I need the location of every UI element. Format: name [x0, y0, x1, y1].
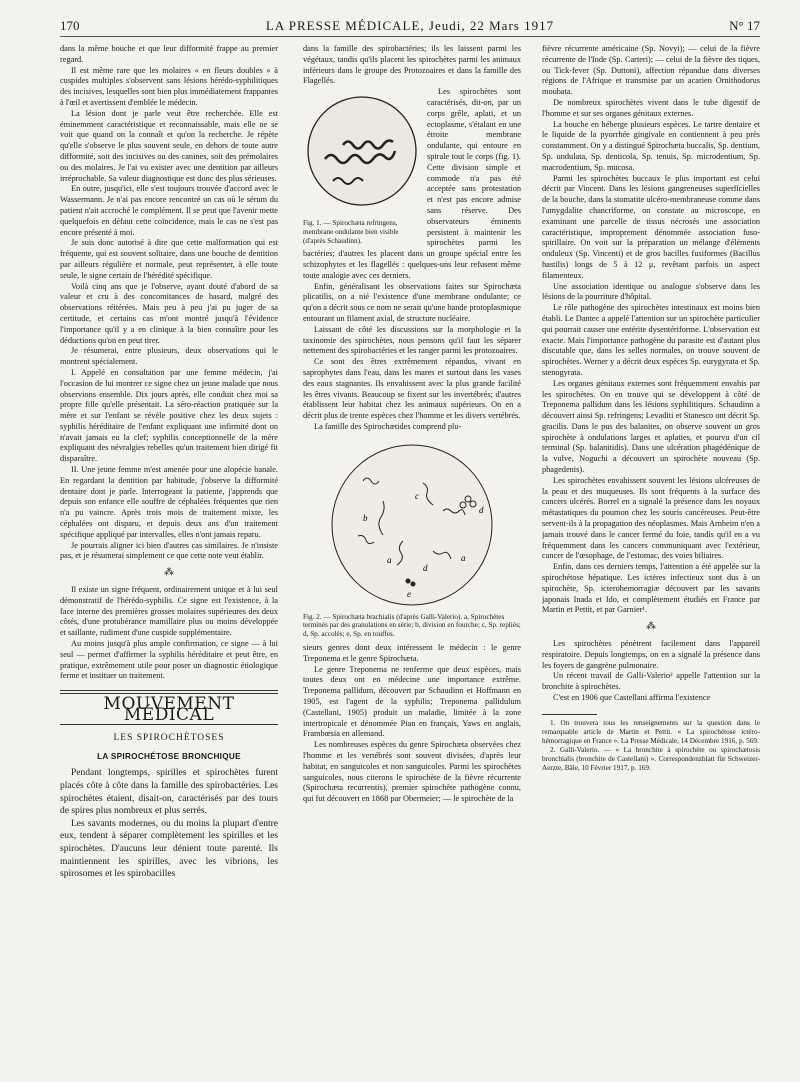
paragraph: II. Une jeune femme m'est amenée pour une alopécie banale. En regardant la dentition par habitude, j'observe la difformité dentaire dont je parle. Interrogeant la patiente, j'apprends que depuis son enfance elle souffre de céphalées fréquentes que rien n'a pu vaincre. Après trois mois de traitement mixte, les céphalées ont disparu, et depuis deux ans d'un traitement spécifique appliqué par intervalles, elles n'ont jamais reparu. [60, 465, 278, 539]
footnote: 1. On trouvera tous les renseignements sur la question dans le remarquable article de Martin et Pettit. « La spirochétose ictéro-hémorragique en France ». La Presse Médicale, 14 Décembre 1916, p. 569. [542, 718, 760, 745]
paragraph: Le rôle pathogène des spirochètes intestinaux est moins bien établi. Le Dantec a appelé l'attention sur un spirochète particulier qui pourrait causer une entérite dysentériforme. L'observation est exacte. Mais l'importance pathogène du parasite est d'autant plus discutable que, dans les selles normales, on trouve souvent de spirochètes. Werner y a décrit deux espèces Sp. eurygyrata et Sp. stenogyrata. [542, 303, 760, 377]
column-2 [303, 44, 521, 1054]
figure-1-image [303, 89, 421, 217]
paragraph: Enfin, dans ces derniers temps, l'attention a été appelée sur la spirochétose hépatique. Les ictères infectieux sont dus à un spirochète, Sp. icterohemorragiæ découvert par les savants japonais Inada et Ido, et complètement étudiés en France par Martin et Pettit, et par Garnier¹. [542, 562, 760, 615]
paragraph: Les organes génitaux externes sont fréquemment envahis par les spirochètes. On en trouve qui se développent à côté de Treponema pallidum dans les lésions syphilitiques. Schaudinn a découvert ainsi Sp. refringens; Levaditi et Stanesco ont décrit Sp. gracilis. Dans le pus des balanites, on observe souvent un gros spirochète à ondulations larges et aplaties, et pourvu d'un cil terminal (Sp. balanitidis). Dans une ulcération phagédénique de la vulve, Noguchi a découvert un spirochète nouveau (Sp. phagedenis). [542, 378, 760, 475]
paragraph: De nombreux spirochètes vivent dans le tube digestif de l'homme et sur ses organes génitaux externes. [542, 97, 760, 118]
paragraph: La bouche en héberge plusieurs espèces. Le tartre dentaire et le liquide de la pyorrhée gingivale en contiennent à peu près constamment. On y a distingué Spirochæta buccalis, Sp. dentium, Sp. undulata, Sp. denticola, Sp. tenuis, Sp. microdentium, Sp. macrodentium, Sp. mucosa. [542, 119, 760, 172]
paragraph: Les spirochètes sont caractérisés, dit-on, par un corps grêle, aplati, et un ectoplasme, s'étalant en une étroite membrane ondulante, qui entoure en spirale tout le corps (fig. 1). Cette division simple et commode n'a pas été acceptée sans protestation et n'est pas encore admise sans réserve. Des observateurs éminents persistent à maintenir les spirochètes parmi les bactéries; d'autres les placent dans un groupe spécial entre les schizophytes et les flagellés : quelques-uns leur refusent même toute analogie avec ces derniers. [303, 87, 521, 280]
paragraph: dans la famille des spirobactéries; ils les laissent parmi les végétaux, tandis qu'ils placent les spirochètes parmi les animaux inférieurs dans le groupe des Protozoaires et dans la famille des Flagellés. [303, 44, 521, 86]
paragraph: Une association identique ou analogue s'observe dans les lésions de la pourriture d'hôpital. [542, 281, 760, 302]
paragraph: Il existe un signe fréquent, ordinairement unique et à lui seul démonstratif de l'hérédo-syphilis. Ce signe est l'existence, à la face interne des premières grosses molaires supérieures des deux côtés, d'une protubérance mamillaire plus ou moins développée et saillante, rudiment d'une cuspide supplémentaire. [60, 585, 278, 638]
paragraph: Je pourrais aligner ici bien d'autres cas similaires. Je n'insiste pas, et je résumerai simplement ce que cette note veut établir. [60, 540, 278, 561]
paragraph: Les nombreuses espèces du genre Spirochæta observées chez l'homme et les vertébrés sont souvent divisées, d'après leur habitat, en sanguicoles et non sanguicoles. Parmi les spirochètes sanguicoles, nous citerons le spirochète de la fièvre récurrente (Spirochæta recurrentis), premier spirochète pathogène connu, qui fut découvert en 1868 par Obermeier; — le spirochète de la [303, 740, 521, 804]
paragraph: dans la même bouche et que leur difformité frappe au premier regard. [60, 44, 278, 64]
figure-2-label: e [407, 588, 411, 599]
figure-2-label: d [423, 562, 428, 573]
paragraph: Ce sont des êtres extrêmement répandus, vivant en saprophytes dans l'eau, dans les mares et surtout dans les vases des eaux stagnantes. Ils envahissent avec la plus grande facilité les êtres vivants. Beaucoup se fixent sur les invertébrés; d'autres établissent leur habitat chez les animaux supérieurs. On en a décrit plus de trente espèces chez l'homme et les divers vertébrés. [303, 357, 521, 421]
paragraph: Un récent travail de Galli-Valerio² appelle l'attention sur la bronchite à spirochètes. [542, 671, 760, 692]
paragraph: fièvre récurrente américaine (Sp. Novyi); — celui de la fièvre récurrente de l'Inde (Sp. Carteri); — celui de la fièvre des tiques, ou Tick-fever (Sp. Duttoni), affection répandue dans diverses régions de l'Afrique et transmise par un acarien Ornithodorus moubata. [542, 44, 760, 97]
paragraph: Laissant de côté les discussions sur la morphologie et la taxinomie des spirochètes, nous pensons qu'il faut les séparer nettement des spirobactéries et les ranger parmi les protozoaires. [303, 324, 521, 356]
figure-2-image [303, 441, 521, 611]
figure-2-label: a [387, 554, 392, 565]
section-title: MOUVEMENT MÉDICAL [103, 694, 235, 726]
paragraph: Les spirochètes pénètrent facilement dans l'appareil respiratoire. Depuis longtemps, on en a signalé la présence dans les foyers de gangrène pulmonaire. [542, 639, 760, 670]
paragraph: La lésion dont je parle veut être recherchée. Elle est éminemment caractéristique et reconnaissable, mais elle ne se voit que quand on la connaît et qu'on la recherche. Je répète qu'elle s'observe le plus souvent seule, en dehors de toute autre difformité, soit des incisives ou des canines, soit des prémolaires ou des molaires. Je l'ai vu exister avec une dentition par ailleurs irréprochable. Sa valeur diagnostique est donc des plus sérieuses. [60, 108, 278, 183]
paragraph: Parmi les spirochètes buccaux le plus important est celui décrit par Vincent. Dans les lésions gangreneuses superficielles de la bouche, dans la stomatite ulcéro-membraneuse comme dans l'amygdalite chancriforme, on constate au microscope, en examinant une parcelle de tissus nécrosés une association caractéristique, improprement dénommée association fuso-spirillaire. On voit sur la préparation un mélange d'éléments onduleux (Sp. Vincenti) et de gros bacilles fusiformes (Bacillus hastilis) longs de 5 à 12 μ, revêtant parfois un aspect filamenteux. [542, 173, 760, 280]
figure-1 [303, 89, 421, 245]
running-header [60, 18, 760, 34]
figure-1-caption: Fig. 1. — Spirochæta refringens, membrane ondulante bien visible (d'après Schaudinn). [303, 219, 399, 245]
header-rule [60, 36, 760, 37]
figure-2-label: a [461, 552, 466, 563]
page-number: 170 [60, 18, 80, 33]
paragraph: Je résumerai, entre plusieurs, deux observations qui le montrent spécialement. [60, 346, 278, 367]
paragraph: Les spirochètes envahissent souvent les lésions ulcéreuses de la peau et des muqueuses. Ils sont fréquents à la surface des cancers ulcérés. Borrel en a signalé la présence dans les noyaux métastatiques du poumon chez les souris cancéreuses. Peut-être servent-ils à la propagation des néoplasmes. Mais Arnheim n'en a jamais trouvé dans le cancer fermé du foie, tandis qu'il en a vu fréquemment dans les cancers communiquant avec l'extérieur, cancer de l'œsophage, de l'estomac, des voies biliaires. [542, 475, 760, 561]
footnote: 2. Galli-Valerio. — « La bronchite à spirochète ou spirochætosis bronchialis (bronchite de Castellani) ». Correspondenzblatt für Schweizer-Aerzte, Bâle, 10 Février 1917, p. 169. [542, 745, 760, 772]
paragraph: C'est en 1906 que Castellani affirma l'existence [553, 693, 711, 703]
paragraph: I. Appelé en consultation par une femme médecin, j'ai l'occasion de lui montrer ce signe chez un jeune malade que nous observions ensemble. Dix jours après, elle conduit chez moi sa propre fille qu'elle présentait. La séro-réaction pratiquée sur la mère et sur l'enfant se révèle positive chez les deux sujets : syphilis héréditaire de l'enfant expliquant une infirmité dont on n'avait jamais eu la clef; syphilis conceptionnelle de la mère expliquant des névralgies rebelles qu'un traitement bien dirigé fit disparaître. [60, 367, 278, 464]
paragraph: Enfin, généralisant les observations faites sur Spirochæta plicatilis, on a nié l'existence d'une membrane ondulante; ce qu'on a décrit sous ce nom ne serait qu'une bande protoplasmique entourant un filament axial, de structure nucléaire. [303, 281, 521, 323]
paragraph: La famille des Spirochætides comprend plu- [314, 421, 462, 431]
figure-2-label: c [415, 490, 419, 501]
journal-title: LA PRESSE MÉDICALE, Jeudi, 22 Mars 1917 [265, 18, 555, 33]
section-break-stars: ⁂ [164, 567, 174, 579]
paragraph: Je suis donc autorisé à dire que cette malformation qui est fréquente, qui est souvent solitaire, dans une bouche de dentition par ailleurs régulière et normale, peut représenter, à elle toute seule, le signe certain de l'hérédité spécifique. [60, 238, 278, 280]
column-1 [60, 44, 278, 1054]
figure-2-label: d [479, 504, 484, 515]
figure-2-label: b [363, 512, 368, 523]
paragraph: Le genre Treponema ne renferme que deux espèces, mais toutes deux ont en médecine une importance extrême. Treponema pallidum, découvert par Schaudinn et Hoffmann en 1905, est l'agent de la syphilis; Treponema pallidulum (Castellani, 1905) produit un maladie, limitée à la zone intertropicale et dénommée Pian en français, Yaws en anglais, Frambœsia en allemand. [303, 664, 521, 739]
article-title: LA SPIROCHÉTOSE BRONCHIQUE [97, 751, 241, 761]
figure-2-caption: Fig. 2. — Spirochæta brachialis (d'après Galli-Valerio). a, Spirochètes terminés par des granulations en série; b, division en fourche; c, Sp. repliés; d, Sp. accolés; e, Sp. en touffes. [303, 612, 521, 639]
paragraph: sieurs genres dont deux intéressent le médecin : le genre Treponema et le genre Spirochæta. [303, 643, 521, 663]
paragraph: Les savants modernes, ou du moins la plupart d'entre eux, tendent à séparer complètement les spirilles et les spirochètes. D'aucuns leur dénient toute parenté. Ils maintiennent les spirilles, avec les vibrions, les spirosomes et les spirobacilles [60, 818, 278, 880]
paragraph: Voilà cinq ans que je l'observe, ayant douté d'abord de sa valeur et cru à des concomitances de hasard, malgré des observations réitérées. Mais peu à peu j'ai pu juger de sa certitude, et certains cas m'ont montré jusqu'à l'évidence l'importance qu'il y a en clinique à la bien connaître pour les déductions qu'on en peut tirer. [60, 281, 278, 345]
figure-2 [303, 441, 521, 639]
footnote-rule [542, 714, 597, 715]
paragraph: En outre, jusqu'ici, elle s'est toujours trouvée d'accord avec le Wassermann. Je n'ai pas encore rencontré un cas où le sérum du patient n'ait accroché le complément. Il se peut que l'avenir mette quelquefois en défaut cette coïncidence, mais le cas ne s'est pas encore présenté à moi. [60, 184, 278, 237]
paragraph: Pendant longtemps, spirilles et spirochètes furent placés côte à côte dans la famille des spirobactéries. Les spirochètes étaient, disait-on, caractérisés par des tours de spires plus nombreux et plus serrés. [60, 768, 278, 817]
paragraph: Au moins jusqu'à plus ample confirmation, ce signe — à lui seul — permet d'affirmer la syphilis héréditaire et peut être, en pratique, extrêmement utile pour poser un diagnostic étiologique ferme et instituer un traitement. [60, 639, 278, 681]
section-break-stars: ⁂ [646, 621, 656, 633]
column-3 [542, 44, 760, 1054]
issue-number: N° 17 [729, 18, 760, 33]
section-subtitle: LES SPIROCHÈTOSES [113, 732, 225, 743]
paragraph: Il est même rare que les molaires « en fleurs doubles » à cuspides multiples s'observent sans lésions hérédo-syphilitiques des incisives, lesquelles sont bien plus immédiatement frappantes à l'œil et avertissent d'emblée le médecin. [60, 65, 278, 107]
